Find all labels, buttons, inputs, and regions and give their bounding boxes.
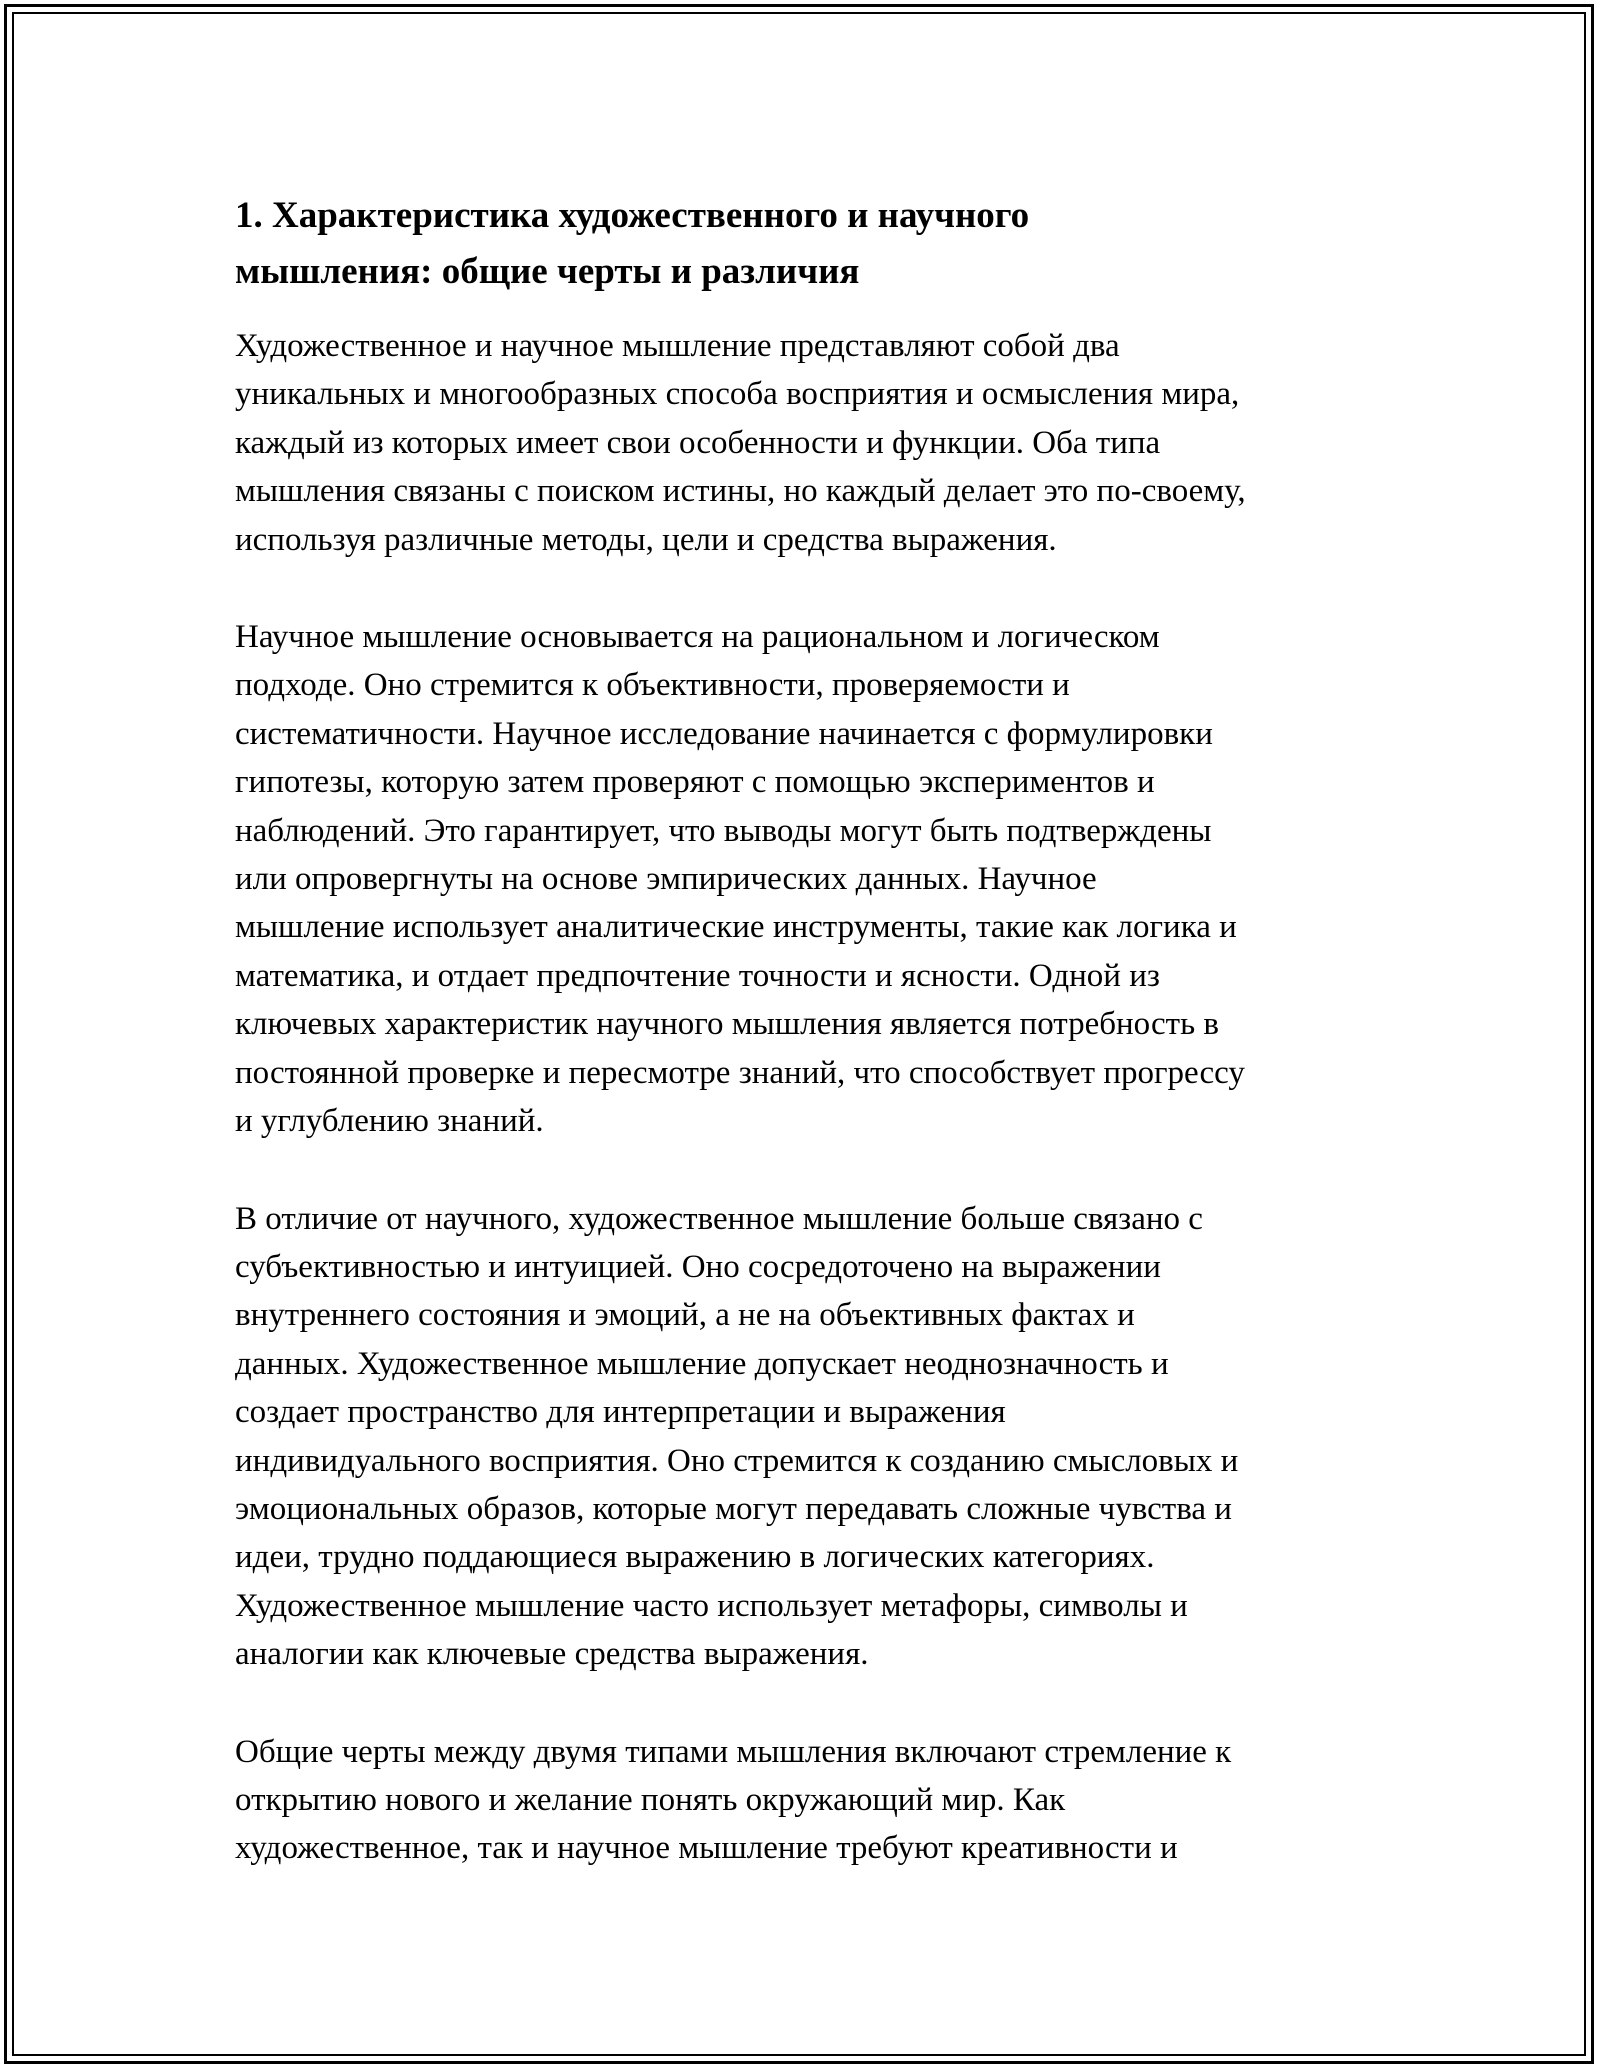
document-body — [235, 322, 1380, 1873]
paragraph-line: мышление использует аналитические инструменты, такие как логика и — [235, 909, 1237, 946]
paragraph-line: уникальных и многообразных способа восприятия и осмысления мира, — [235, 376, 1240, 413]
paragraph-line: Научное мышление основывается на рациональном и логическом — [235, 619, 1160, 656]
paragraph-line: Художественное мышление часто использует метафоры, символы и — [235, 1587, 1188, 1624]
paragraph-line: подходе. Оно стремится к объективности, проверяемости и — [235, 667, 1070, 704]
paragraph-line: систематичности. Научное исследование начинается с формулировки — [235, 715, 1213, 752]
paragraph-line: Художественное и научное мышление представляют собой два — [235, 328, 1120, 364]
body-paragraph — [235, 1728, 1380, 1873]
paragraph-line: индивидуального восприятия. Оно стремится к созданию смысловых и — [235, 1442, 1239, 1479]
paragraph-line: данных. Художественное мышление допускает неоднозначность и — [235, 1345, 1169, 1382]
paragraph-line: художественное, так и научное мышление требуют креативности и — [235, 1830, 1178, 1867]
paragraph-line: или опровергнуты на основе эмпирических данных. Научное — [235, 861, 1097, 898]
body-paragraph — [235, 613, 1380, 1145]
heading-line: 1. Характеристика художественного и научного — [235, 195, 1030, 236]
paragraph-line: создает пространство для интерпретации и выражения — [235, 1394, 1006, 1431]
paragraph-line: наблюдений. Это гарантирует, что выводы могут быть подтверждены — [235, 812, 1212, 849]
paragraph-line: внутреннего состояния и эмоций, а не на объективных фактах и — [235, 1297, 1135, 1334]
paragraph-line: открытию нового и желание понять окружающий мир. Как — [235, 1781, 1066, 1818]
heading-line: мышления: общие черты и различия — [235, 251, 860, 292]
paragraph-line: В отличие от научного, художественное мышление больше связано с — [235, 1200, 1203, 1237]
paragraph-line: субъективностью и интуицией. Оно сосредоточено на выражении — [235, 1248, 1161, 1285]
paragraph-line: математика, и отдает предпочтение точности и ясности. Одной из — [235, 957, 1160, 994]
section-heading — [235, 188, 1380, 300]
paragraph-line: Общие черты между двумя типами мышления включают стремление к — [235, 1733, 1232, 1770]
paragraph-line: используя различные методы, цели и средства выражения. — [235, 521, 1057, 558]
paragraph-line: гипотезы, которую затем проверяют с помощью экспериментов и — [235, 764, 1155, 801]
paragraph-line: ключевых характеристик научного мышления является потребность в — [235, 1006, 1219, 1043]
body-paragraph — [235, 322, 1380, 564]
body-paragraph — [235, 1195, 1380, 1679]
document-page — [235, 188, 1380, 1922]
paragraph-line: постоянной проверке и пересмотре знаний, что способствует прогрессу — [235, 1054, 1245, 1091]
paragraph-line: эмоциональных образов, которые могут передавать сложные чувства и — [235, 1490, 1232, 1527]
paragraph-line: мышления связаны с поиском истины, но каждый делает это по-своему, — [235, 473, 1246, 510]
paragraph-line: и углублению знаний. — [235, 1103, 544, 1140]
paragraph-line: идеи, трудно поддающиеся выражению в логических категориях. — [235, 1539, 1155, 1576]
paragraph-line: каждый из которых имеет свои особенности и функции. Оба типа — [235, 424, 1161, 461]
paragraph-line: аналогии как ключевые средства выражения. — [235, 1636, 869, 1673]
